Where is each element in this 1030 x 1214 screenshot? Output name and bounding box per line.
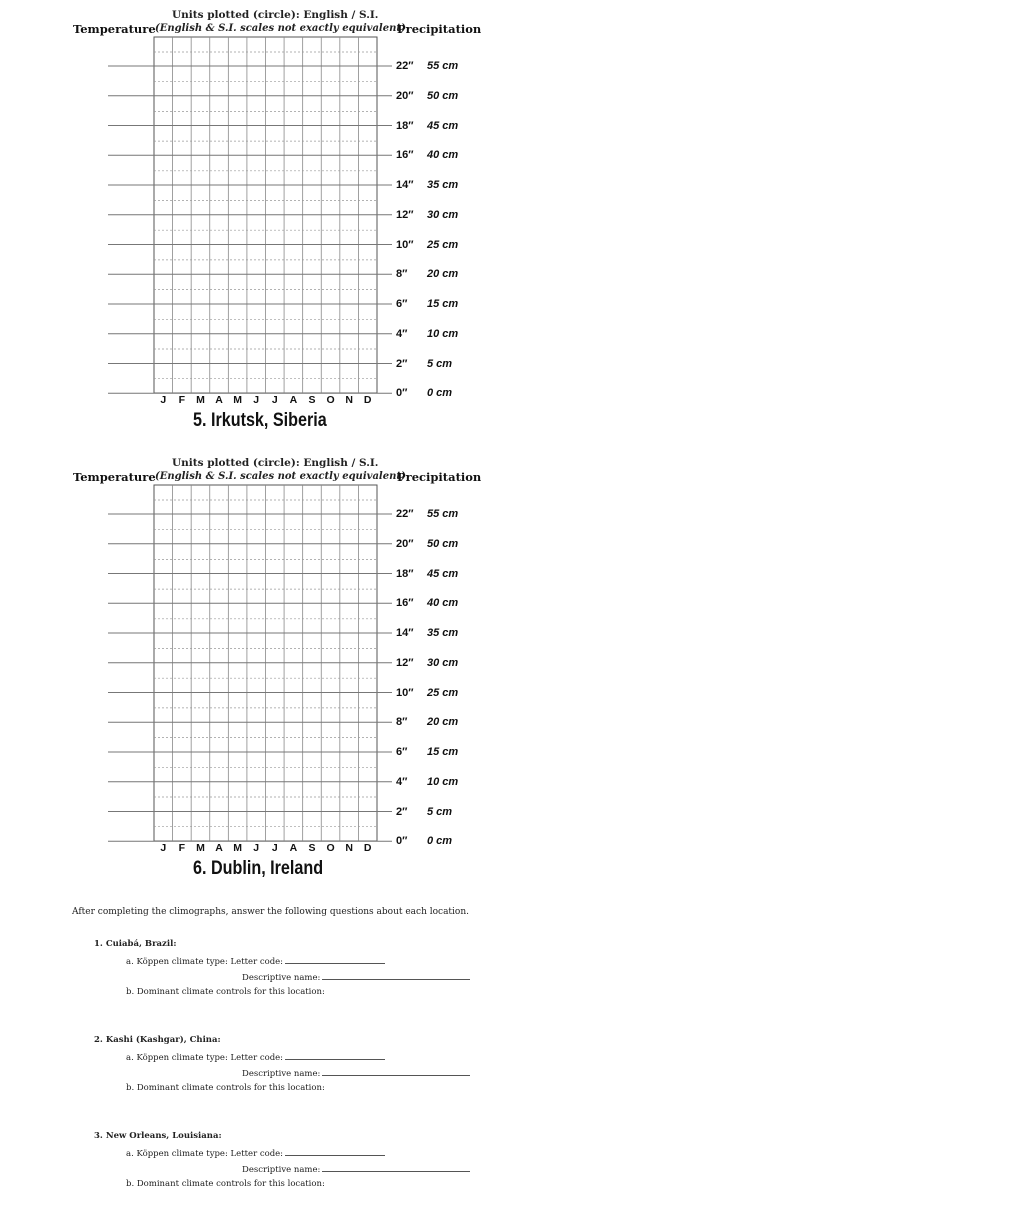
climate-controls-label: b. Dominant climate controls for this location: <box>126 987 325 997</box>
cm-tick-label: 5 cm <box>427 357 453 370</box>
inch-tick-label: 8″ <box>396 268 408 281</box>
month-label: J <box>253 394 260 406</box>
koppen-letter-line <box>126 955 385 967</box>
inch-tick-label: 10″ <box>396 238 414 251</box>
month-label: F <box>178 842 186 854</box>
cm-tick-label: 15 cm <box>427 298 459 310</box>
inch-tick-label: 12″ <box>396 208 414 221</box>
descriptive-name-blank[interactable] <box>322 1163 470 1172</box>
month-label: N <box>345 842 353 854</box>
descriptive-name-label: Descriptive name: <box>242 973 321 983</box>
inch-tick-label: 22″ <box>396 60 414 72</box>
month-label: D <box>363 394 372 406</box>
cm-tick-label: 50 cm <box>427 537 459 550</box>
month-label: J <box>271 394 278 406</box>
climate-controls-label: b. Dominant climate controls for this location: <box>126 1179 325 1189</box>
month-label: S <box>308 394 316 406</box>
koppen-letter-line <box>126 1147 385 1159</box>
descriptive-name-line <box>242 971 470 983</box>
month-label: N <box>345 394 353 406</box>
koppen-letter-label: a. Köppen climate type: Letter code: <box>126 957 284 967</box>
question-title: 1. Cuiabá, Brazil: <box>94 939 177 949</box>
letter-code-blank[interactable] <box>285 955 385 964</box>
inch-tick-label: 12″ <box>396 656 414 669</box>
cm-tick-label: 25 cm <box>427 686 459 699</box>
inch-tick-label: 18″ <box>396 567 414 580</box>
cm-tick-label: 45 cm <box>427 567 459 580</box>
cm-tick-label: 30 cm <box>427 656 459 669</box>
descriptive-name-line <box>242 1067 470 1079</box>
month-label: A <box>215 394 223 406</box>
inch-tick-label: 2″ <box>396 357 408 370</box>
cm-tick-label: 0 cm <box>427 835 453 848</box>
koppen-letter-label: a. Köppen climate type: Letter code: <box>126 1149 284 1159</box>
month-label: M <box>196 394 205 406</box>
month-label: A <box>215 842 223 854</box>
cm-tick-label: 55 cm <box>427 508 459 520</box>
inch-tick-label: 4″ <box>396 775 408 788</box>
instructions-text: After completing the climographs, answer the following questions about each location. <box>72 907 470 917</box>
city-title: 5. Irkutsk, Siberia <box>193 410 327 431</box>
climograph-chart-1 <box>0 0 520 440</box>
scale-note: (English & S.I. scales not exactly equivalent) <box>155 471 406 482</box>
cm-tick-label: 15 cm <box>427 746 459 758</box>
cm-tick-label: 25 cm <box>427 238 459 251</box>
inch-tick-label: 10″ <box>396 686 414 699</box>
cm-tick-label: 10 cm <box>427 327 459 340</box>
koppen-letter-label: a. Köppen climate type: Letter code: <box>126 1053 284 1063</box>
month-label: A <box>289 842 298 854</box>
units-plotted-label: Units plotted (circle): English / S.I. <box>172 457 379 469</box>
inch-tick-label: 14″ <box>396 179 414 191</box>
koppen-letter-line <box>126 1051 385 1063</box>
cm-tick-label: 55 cm <box>427 60 459 72</box>
descriptive-name-label: Descriptive name: <box>242 1165 321 1175</box>
descriptive-name-label: Descriptive name: <box>242 1069 321 1079</box>
inch-tick-label: 18″ <box>396 119 414 132</box>
cm-tick-label: 40 cm <box>427 597 459 610</box>
scale-note: (English & S.I. scales not exactly equivalent) <box>155 23 406 34</box>
month-label: F <box>178 394 186 406</box>
cm-tick-label: 40 cm <box>427 149 459 162</box>
cm-tick-label: 35 cm <box>427 627 459 639</box>
inch-tick-label: 22″ <box>396 508 414 520</box>
inch-tick-label: 16″ <box>396 597 414 610</box>
month-label: M <box>196 842 205 854</box>
letter-code-blank[interactable] <box>285 1051 385 1060</box>
inch-tick-label: 8″ <box>396 716 408 729</box>
month-label: A <box>289 394 298 406</box>
month-label: O <box>326 394 335 406</box>
month-label: D <box>363 842 372 854</box>
units-plotted-label: Units plotted (circle): English / S.I. <box>172 9 379 21</box>
inch-tick-label: 6″ <box>396 746 408 758</box>
month-label: J <box>160 842 167 854</box>
inch-tick-label: 14″ <box>396 627 414 639</box>
cm-tick-label: 20 cm <box>427 268 459 281</box>
cm-tick-label: 35 cm <box>427 179 459 191</box>
month-label: M <box>233 394 242 406</box>
cm-tick-label: 20 cm <box>427 716 459 729</box>
descriptive-name-blank[interactable] <box>322 1067 470 1076</box>
month-label: J <box>253 842 260 854</box>
cm-tick-label: 50 cm <box>427 89 459 102</box>
city-title: 6. Dublin, Ireland <box>193 858 324 879</box>
letter-code-blank[interactable] <box>285 1147 385 1156</box>
inch-tick-label: 6″ <box>396 298 408 310</box>
month-label: J <box>160 394 167 406</box>
inch-tick-label: 0″ <box>396 835 408 848</box>
month-label: S <box>308 842 316 854</box>
descriptive-name-line <box>242 1163 470 1175</box>
question-title: 2. Kashi (Kashgar), China: <box>94 1035 221 1045</box>
precipitation-header: Precipitation <box>397 22 482 36</box>
cm-tick-label: 45 cm <box>427 119 459 132</box>
temperature-header: Temperature <box>73 470 156 484</box>
cm-tick-label: 30 cm <box>427 208 459 221</box>
descriptive-name-blank[interactable] <box>322 971 470 980</box>
inch-tick-label: 2″ <box>396 805 408 818</box>
month-label: M <box>233 842 242 854</box>
cm-tick-label: 0 cm <box>427 387 453 400</box>
temperature-header: Temperature <box>73 22 156 36</box>
month-label: J <box>271 842 278 854</box>
inch-tick-label: 20″ <box>396 537 414 550</box>
climate-controls-label: b. Dominant climate controls for this location: <box>126 1083 325 1093</box>
inch-tick-label: 20″ <box>396 89 414 102</box>
cm-tick-label: 10 cm <box>427 775 459 788</box>
inch-tick-label: 16″ <box>396 149 414 162</box>
inch-tick-label: 4″ <box>396 327 408 340</box>
inch-tick-label: 0″ <box>396 387 408 400</box>
cm-tick-label: 5 cm <box>427 805 453 818</box>
month-label: O <box>326 842 335 854</box>
question-title: 3. New Orleans, Louisiana: <box>94 1131 222 1141</box>
climograph-chart-2 <box>0 448 520 888</box>
precipitation-header: Precipitation <box>397 470 482 484</box>
